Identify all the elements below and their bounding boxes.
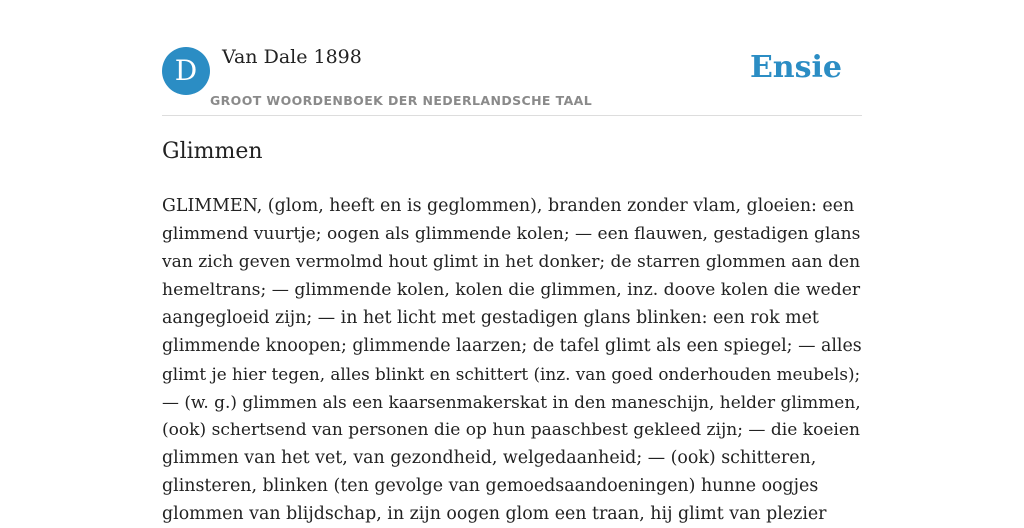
definition-line: — (w. g.) glimmen als een kaarsenmakerskat in den maneschijn, helder glimmen, bbox=[162, 392, 861, 412]
definition-line: van zich geven vermolmd hout glimt in het donker; de starren glommen aan den bbox=[162, 252, 861, 272]
definition-line: (ook) schertsend van personen die op hun paaschbest gekleed zijn; — die koeien bbox=[162, 420, 860, 440]
entry-title: Glimmen bbox=[162, 139, 263, 164]
dictionary-subtitle: GROOT WOORDENBOEK DER NEDERLANDSCHE TAAL bbox=[210, 93, 593, 108]
definition-line: glinsteren, blinken (ten gevolge van gemoedsaandoeningen) hunne oogjes bbox=[162, 476, 819, 496]
definition-line: aangegloeid zijn; — in het licht met gestadigen glans blinken: een rok met bbox=[162, 308, 819, 328]
entry-definition bbox=[162, 192, 864, 528]
definition-line: glimt je hier tegen, alles blinkt en schittert (inz. van goed onderhouden meubels); bbox=[162, 364, 861, 384]
dictionary-avatar[interactable]: D bbox=[162, 47, 210, 95]
definition-line: glommen van blijdschap, in zijn oogen glom een traan, hij glimt van plezier bbox=[162, 504, 827, 524]
page bbox=[162, 0, 862, 524]
definition-line: glimmend vuurtje; oogen als glimmende kolen; — een flauwen, gestadigen glans bbox=[162, 224, 861, 244]
dictionary-header bbox=[162, 0, 862, 116]
definition-line: glimmen van het vet, van gezondheid, welgedaanheid; — (ook) schitteren, bbox=[162, 448, 817, 468]
definition-line: GLIMMEN, (glom, heeft en is geglommen), branden zonder vlam, gloeien: een bbox=[162, 196, 855, 216]
ensie-logo[interactable]: Ensie bbox=[749, 50, 842, 85]
definition-line: hemeltrans; — glimmende kolen, kolen die glimmen, inz. doove kolen die weder bbox=[162, 280, 861, 300]
dictionary-name[interactable]: Van Dale 1898 bbox=[222, 46, 362, 68]
definition-line: glimmende knoopen; glimmende laarzen; de tafel glimt als een spiegel; — alles bbox=[162, 336, 862, 356]
